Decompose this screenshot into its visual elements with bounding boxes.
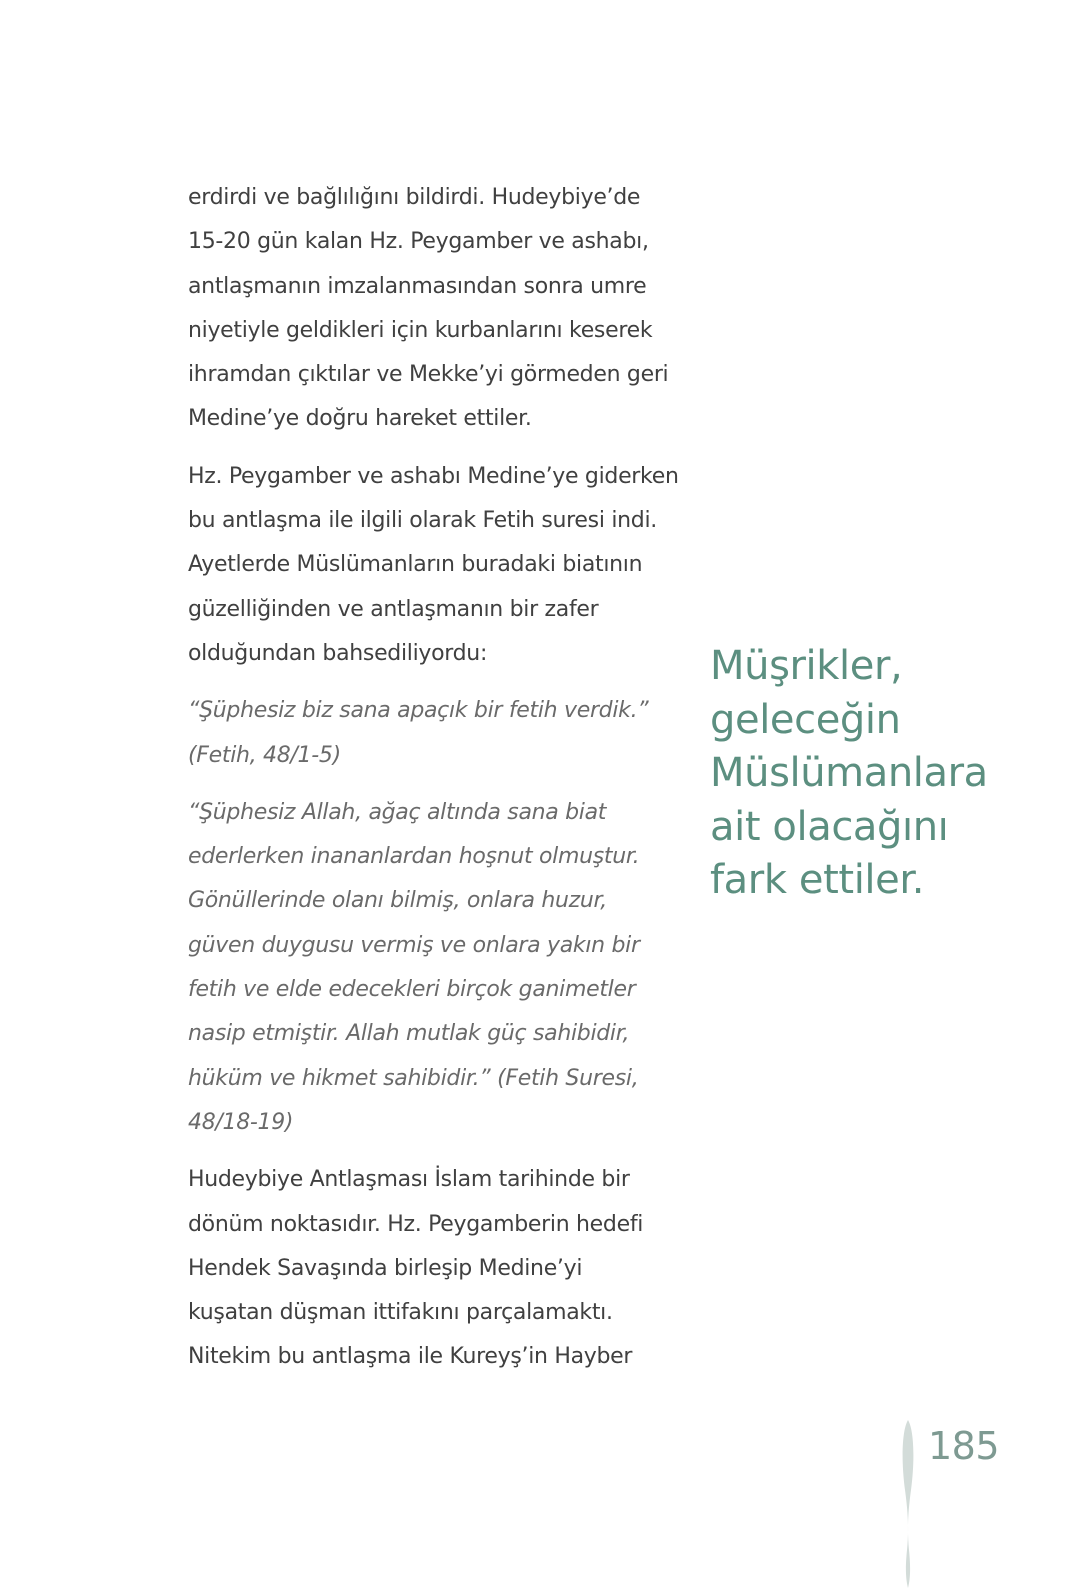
text-line: Medine’ye doğru hareket ettiler.	[188, 406, 532, 432]
body-paragraph	[188, 1158, 678, 1379]
pull-quote	[710, 640, 1040, 908]
page-ornament-icon	[896, 1420, 920, 1588]
text-line: güven duygusu vermiş ve onlara yakın bir	[188, 932, 640, 958]
text-line: dönüm noktasıdır. Hz. Peygamberin hedefi	[188, 1211, 644, 1237]
quote-paragraph	[188, 791, 678, 1145]
page-number: 185	[928, 1424, 1000, 1468]
text-line: ihramdan çıktılar ve Mekke’yi görmeden geri	[188, 362, 669, 388]
text-line: fetih ve elde edecekleri birçok ganimetler	[188, 977, 636, 1003]
text-line: hüküm ve hikmet sahibidir.” (Fetih Suresi,	[188, 1065, 639, 1091]
body-paragraph	[188, 176, 678, 442]
quote-paragraph	[188, 689, 678, 778]
text-line: 15-20 gün kalan Hz. Peygamber ve ashabı,	[188, 229, 649, 255]
text-line: “Şüphesiz Allah, ağaç altında sana biat	[188, 799, 607, 825]
text-line: nasip etmiştir. Allah mutlak güç sahibidir,	[188, 1021, 630, 1047]
main-text-column	[188, 176, 678, 1380]
pull-quote-line: Müslümanlara	[710, 750, 988, 796]
text-line: Hendek Savaşında birleşip Medine’yi	[188, 1255, 583, 1281]
body-paragraph	[188, 455, 678, 676]
pull-quote-line: geleceğin	[710, 696, 901, 743]
pull-quote-line: ait olacağını	[710, 803, 949, 850]
text-line: Hz. Peygamber ve ashabı Medine’ye giderken	[188, 463, 679, 489]
text-line: bu antlaşma ile ilgili olarak Fetih suresi indi.	[188, 508, 657, 534]
text-line: olduğundan bahsediliyordu:	[188, 640, 488, 666]
text-line: niyetiyle geldikleri için kurbanlarını keserek	[188, 317, 653, 343]
pull-quote-line: fark ettiler.	[710, 857, 925, 903]
text-line: antlaşmanın imzalanmasından sonra umre	[188, 273, 647, 299]
text-line: “Şüphesiz biz sana apaçık bir fetih verdik.”	[188, 698, 649, 724]
text-line: güzelliğinden ve antlaşmanın bir zafer	[188, 596, 599, 622]
text-line: kuşatan düşman ittifakını parçalamaktı.	[188, 1300, 613, 1326]
text-line: erdirdi ve bağlılığını bildirdi. Hudeybiye’de	[188, 185, 641, 210]
text-line: 48/18-19)	[188, 1109, 294, 1135]
text-line: ederlerken inananlardan hoşnut olmuştur.	[188, 844, 640, 870]
pull-quote-line: Müşrikler,	[710, 643, 903, 689]
text-line: Ayetlerde Müslümanların buradaki biatının	[188, 552, 643, 578]
text-line: (Fetih, 48/1-5)	[188, 742, 341, 768]
text-line: Nitekim bu antlaşma ile Kureyş’in Hayber	[188, 1344, 633, 1370]
text-line: Hudeybiye Antlaşması İslam tarihinde bir	[188, 1167, 630, 1193]
text-line: Gönüllerinde olanı bilmiş, onlara huzur,	[188, 888, 607, 914]
